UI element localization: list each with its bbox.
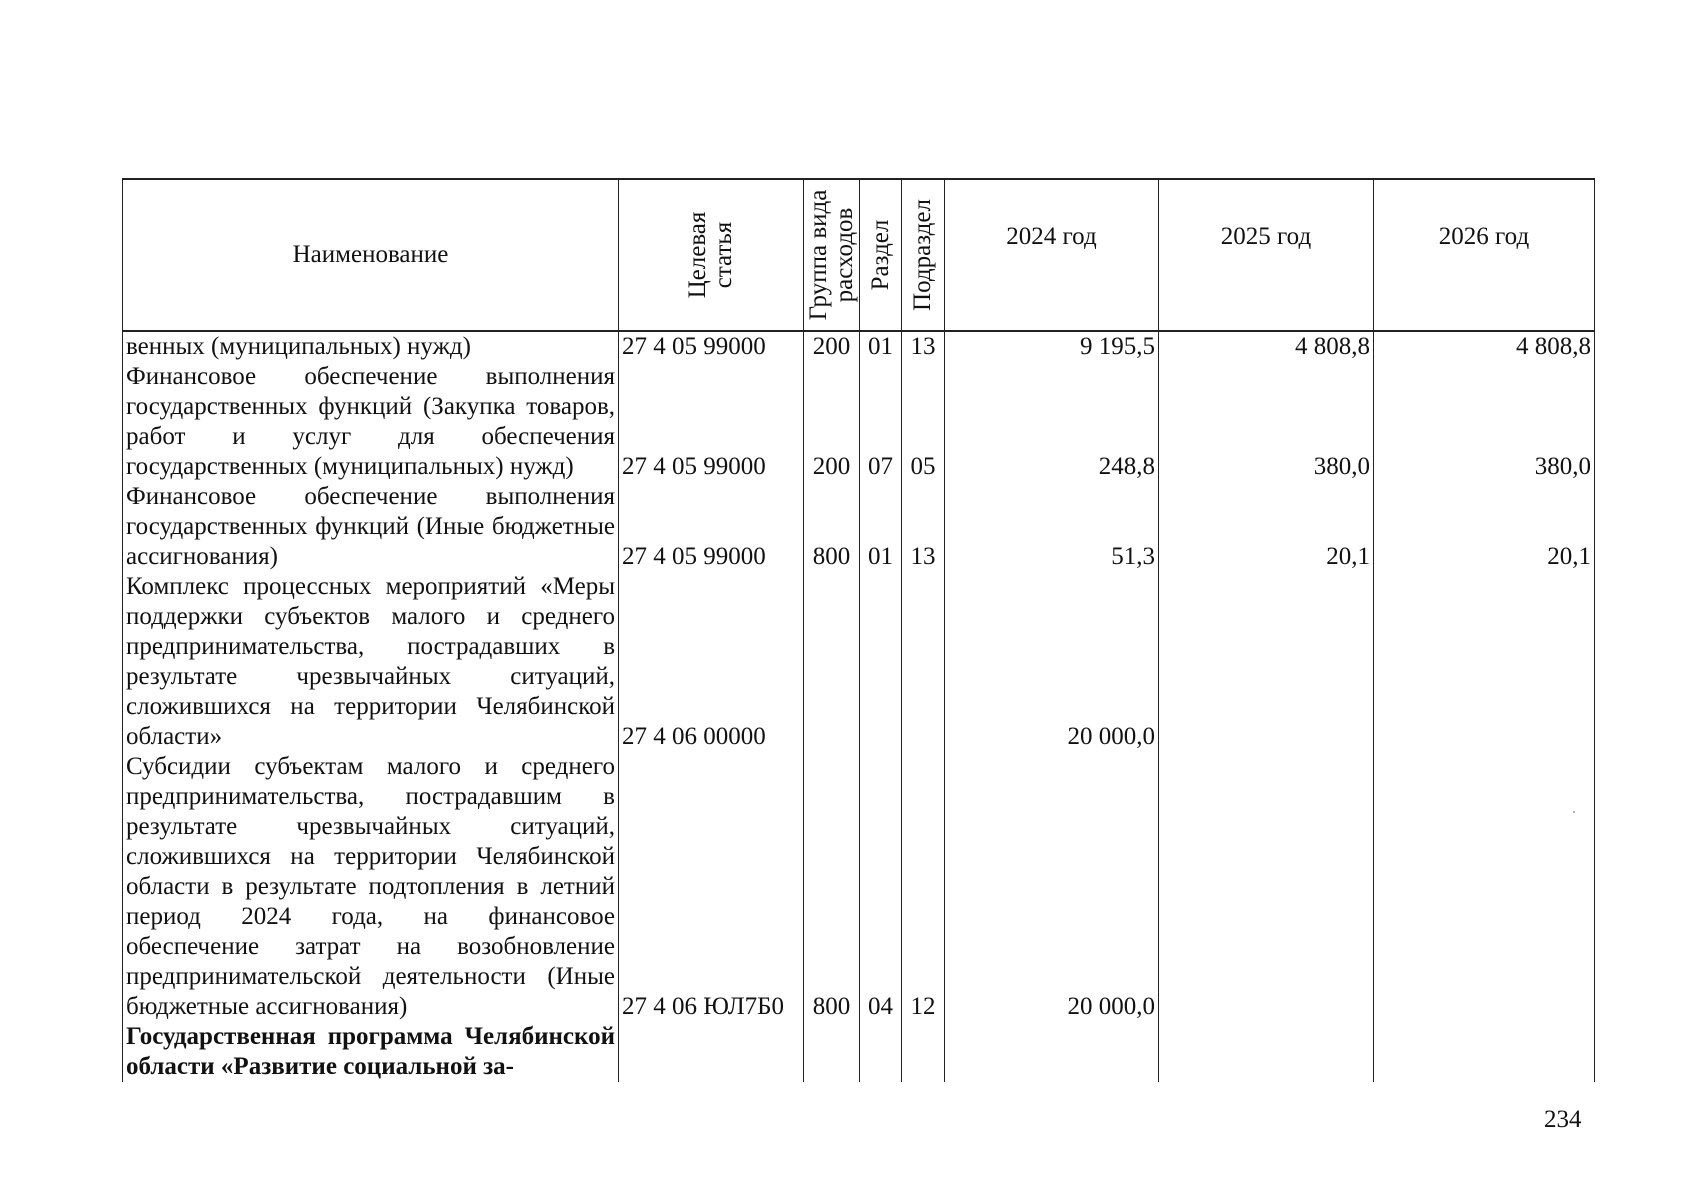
header-row: [123, 179, 1595, 331]
header-year-2024: [945, 179, 1159, 331]
row-name: Финансовое обеспечение выполнения государственных функций (Иные бюджетные ассигнования): [123, 482, 619, 572]
row-value-2025: 20,1: [1159, 482, 1374, 572]
header-expense-group-label: [806, 190, 858, 321]
row-expense-group: 200: [804, 362, 860, 482]
scan-speck: [1573, 811, 1575, 813]
row-target-article: [619, 1022, 804, 1082]
row-subsection: 13: [902, 331, 945, 362]
row-value-2024: 9 195,5: [945, 331, 1159, 362]
header-subsection-label: Подраздел: [909, 199, 936, 311]
row-value-2025: [1159, 752, 1374, 1022]
page-number: 234: [1544, 1106, 1582, 1133]
table-row: [123, 1022, 1595, 1082]
header-subsection: [902, 179, 945, 331]
budget-table-wrapper: [122, 178, 1594, 1086]
header-section: [860, 179, 902, 331]
row-target-article: 27 4 06 00000: [619, 572, 804, 752]
header-target-article-label: [685, 212, 737, 299]
header-target-line2: статья: [710, 221, 737, 289]
budget-table: [122, 178, 1595, 1082]
row-name: Государственная программа Челябинской области «Развитие социальной за-: [123, 1022, 619, 1082]
row-subsection: 13: [902, 482, 945, 572]
header-year-2026: [1374, 179, 1595, 331]
header-year-2024-label: 2024 год: [1006, 223, 1097, 250]
header-section-label: Раздел: [866, 219, 894, 291]
row-target-article: 27 4 06 ЮЛ7Б0: [619, 752, 804, 1022]
row-value-2026: 20,1: [1374, 482, 1595, 572]
row-expense-group: 200: [804, 331, 860, 362]
header-expense-group: [804, 179, 860, 331]
row-name: Комплекс процессных мероприятий «Меры поддержки субъектов малого и среднего предпринимательства, пострадавших в результате чрезвычайных ситуаций, сложившихся на территории Челябинской области»: [123, 572, 619, 752]
header-year-2026-label: 2026 год: [1438, 223, 1530, 250]
row-section: 07: [860, 362, 902, 482]
row-expense-group: [804, 572, 860, 752]
row-subsection: [902, 572, 945, 752]
table-row: [123, 752, 1595, 1022]
row-name: венных (муниципальных) нужд): [123, 331, 619, 362]
header-target-article: [619, 179, 804, 331]
table-row: [123, 482, 1595, 572]
header-group-line2: расходов: [830, 207, 858, 303]
row-subsection: 12: [902, 752, 945, 1022]
row-name: Финансовое обеспечение выполнения государственных функций (Закупка товаров, работ и услуг для обеспечения государственных (муниципальных) нужд): [123, 362, 619, 482]
row-subsection: 05: [902, 362, 945, 482]
header-name-label: Наименование: [292, 241, 449, 268]
row-expense-group: [804, 1022, 860, 1082]
table-row: [123, 362, 1595, 482]
row-section: 01: [860, 331, 902, 362]
row-target-article: 27 4 05 99000: [619, 331, 804, 362]
row-target-article: 27 4 05 99000: [619, 482, 804, 572]
table-row: [123, 572, 1595, 752]
row-value-2026: 380,0: [1374, 362, 1595, 482]
row-value-2025: 380,0: [1159, 362, 1374, 482]
row-value-2025: 4 808,8: [1159, 331, 1374, 362]
row-value-2025: [1159, 572, 1374, 752]
row-value-2024: 20 000,0: [945, 752, 1159, 1022]
row-section: [860, 572, 902, 752]
row-value-2024: [945, 1022, 1159, 1082]
row-value-2024: 20 000,0: [945, 572, 1159, 752]
row-value-2026: [1374, 1022, 1595, 1082]
row-value-2026: [1374, 572, 1595, 752]
table-row: [123, 331, 1595, 362]
header-target-line1: Целевая: [684, 211, 711, 299]
header-group-line1: Группа вида: [804, 189, 832, 321]
row-name: Субсидии субъектам малого и среднего предпринимательства, пострадавшим в результате чрезвычайных ситуаций, сложившихся на территории Челябинской области в результате подтопления в летний период 2024 года, на финансовое обеспечение затрат на возобновление предпринимательской деятельности (Иные бюджетные ассигнования): [123, 752, 619, 1022]
row-subsection: [902, 1022, 945, 1082]
row-section: [860, 1022, 902, 1082]
row-expense-group: 800: [804, 752, 860, 1022]
row-value-2026: [1374, 752, 1595, 1022]
row-expense-group: 800: [804, 482, 860, 572]
row-target-article: 27 4 05 99000: [619, 362, 804, 482]
row-section: 04: [860, 752, 902, 1022]
header-year-2025: [1159, 179, 1374, 331]
row-section: 01: [860, 482, 902, 572]
row-value-2024: 51,3: [945, 482, 1159, 572]
row-value-2025: [1159, 1022, 1374, 1082]
row-value-2026: 4 808,8: [1374, 331, 1595, 362]
header-name: [123, 179, 619, 331]
header-year-2025-label: 2025 год: [1220, 223, 1312, 250]
row-value-2024: 248,8: [945, 362, 1159, 482]
